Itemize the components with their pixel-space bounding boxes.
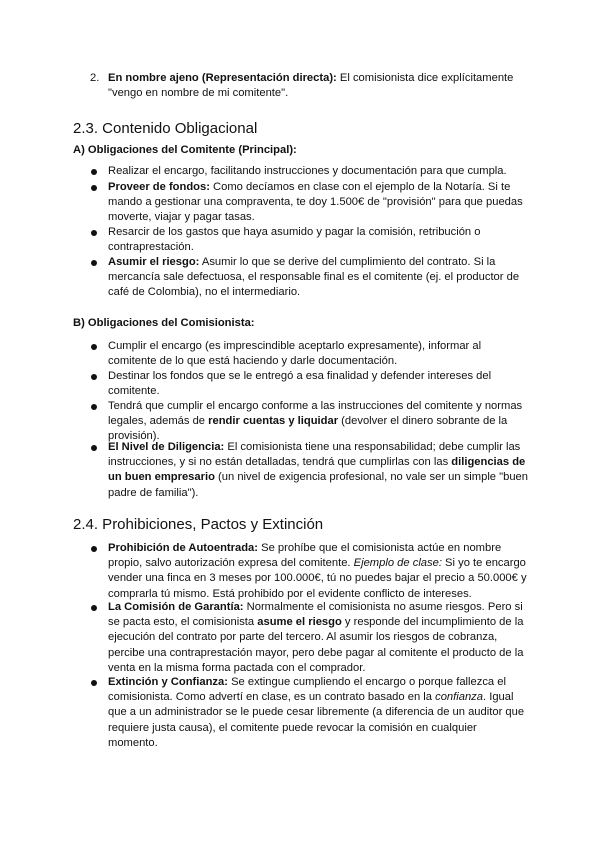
term: Prohibición de Autoentrada:	[108, 542, 258, 554]
list-item	[108, 541, 528, 602]
list-item	[108, 180, 528, 226]
list-number: 2.	[90, 72, 100, 84]
bullet-icon	[91, 260, 97, 266]
bullet-icon	[91, 169, 97, 175]
bullet-icon	[91, 546, 97, 552]
item-text: Realizar el encargo, facilitando instrucciones y documentación para que cumpla.	[108, 165, 507, 177]
section-heading: 2.3. Contenido Obligacional	[73, 120, 258, 137]
term: diligencias de un buen empresario	[108, 456, 526, 484]
term: Extinción y Confianza:	[108, 676, 228, 688]
subsection-heading: A) Obligaciones del Comitente (Principal):	[73, 144, 297, 156]
section-heading: 2.4. Prohibiciones, Pactos y Extinción	[73, 516, 324, 533]
term: En nombre ajeno (Representación directa):	[108, 72, 337, 84]
bullet-icon	[91, 445, 97, 451]
term: rendir cuentas y liquidar	[208, 415, 339, 428]
list-item	[108, 339, 528, 369]
term: asume el riesgo	[257, 616, 342, 629]
term: La Comisión de Garantía:	[108, 601, 244, 613]
list-item	[108, 600, 528, 676]
item-text: y responde del incumplimiento de la ejecución del contrato por parte del tercero. Al asumir los riesgos de cobranza, percibe una contraprestación mayor, pero debe pagar al comitente el producto de la venta en la misma forma pactada con el comprador.	[108, 616, 524, 674]
bullet-icon	[91, 374, 97, 380]
bullet-icon	[91, 344, 97, 350]
term: Asumir el riesgo:	[108, 256, 200, 268]
subsection-heading: B) Obligaciones del Comisionista:	[73, 317, 255, 329]
list-item	[108, 399, 528, 445]
item-text: (devolver el dinero sobrante de la provisión).	[108, 415, 508, 443]
item-text: Resarcir de los gastos que haya asumido y pagar la comisión, retribución o contraprestación.	[108, 226, 481, 254]
item-text: Si yo te encargo vender una finca en 3 meses por 100.000€, tú no puedes bajar el precio a 50.000€ y comprarla tú mismo. Está prohibido por el evidente conflicto de intereses.	[108, 557, 527, 600]
list-item	[108, 71, 528, 101]
list-item	[108, 369, 528, 399]
list-item	[108, 164, 528, 179]
bullet-icon	[91, 680, 97, 686]
emphasis: confianza	[435, 691, 484, 704]
bullet-icon	[91, 230, 97, 236]
example-label: Ejemplo de clase:	[353, 557, 442, 570]
item-text: Tendrá que cumplir el encargo conforme a las instrucciones del comitente y normas legales, además de	[108, 400, 523, 428]
item-text: Como decíamos en clase con el ejemplo de la Notaría. Si te mando a gestionar una compraventa, te doy 1.500€ de "provisión" para que puedas moverte, viajar y pagar tasas.	[108, 181, 523, 224]
item-text: Asumir lo que se derive del cumplimiento del contrato. Si la mercancía sale defectuosa, el responsable final es el comitente (ej. el productor de café de Colombia), no el intermediario.	[108, 256, 520, 299]
item-text: Cumplir el encargo (es imprescindible aceptarlo expresamente), informar al comitente de lo que está haciendo y darle documentación.	[108, 340, 482, 368]
list-item	[108, 255, 528, 301]
item-text: . Igual que a un administrador se le puede cesar libremente (a diferencia de un auditor que requiere justa causa), el comitente puede revocar la comisión en cualquier momento.	[108, 691, 525, 749]
term: El Nivel de Diligencia:	[108, 441, 225, 453]
bullet-icon	[91, 605, 97, 611]
item-text: Destinar los fondos que se le entregó a esa finalidad y defender intereses del comitente.	[108, 370, 492, 398]
list-item	[108, 440, 528, 501]
list-item	[108, 675, 528, 751]
bullet-icon	[91, 185, 97, 191]
item-text: (un nivel de exigencia profesional, no vale ser un simple "buen padre de familia").	[108, 471, 528, 499]
bullet-icon	[91, 404, 97, 410]
list-item	[108, 225, 528, 255]
item-text: Se extingue cumpliendo el encargo o porque fallezca el comisionista. Como advertí en clase, es un contrato basado en la	[108, 676, 506, 704]
term: Proveer de fondos:	[108, 181, 210, 193]
item-text: Normalmente el comisionista no asume riesgos. Pero si se pacta esto, el comisionista	[108, 601, 523, 629]
item-text: El comisionista dice explícitamente "vengo en nombre de mi comitente".	[108, 72, 514, 100]
item-text: El comisionista tiene una responsabilidad; debe cumplir las instrucciones, y si no están detalladas, tendrá que cumplirlas con las	[108, 441, 521, 469]
item-text: Se prohíbe que el comisionista actúe en nombre propio, salvo autorización expresa del comitente.	[108, 542, 502, 570]
